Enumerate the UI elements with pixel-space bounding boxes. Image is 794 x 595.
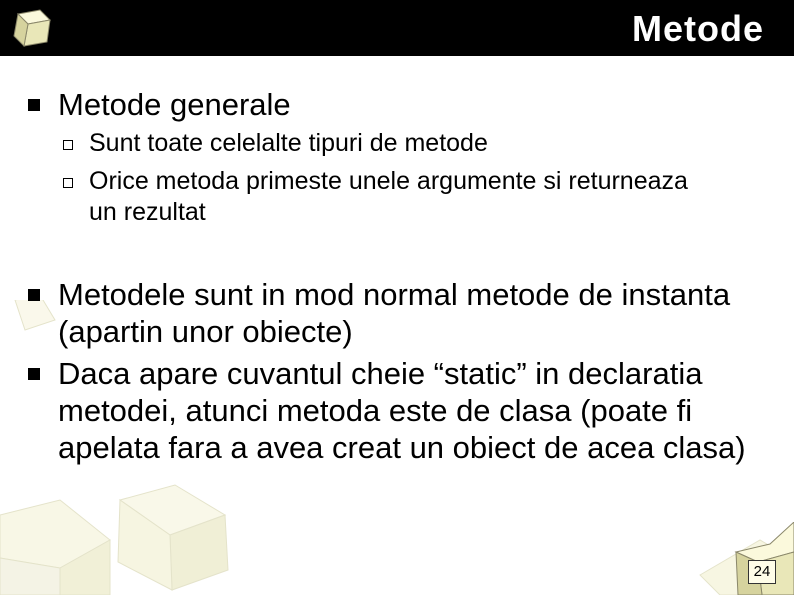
- sub-bullet-text: Orice metoda primeste unele argumente si returneaza un rezultat: [89, 167, 688, 226]
- hollow-square-icon: [63, 140, 73, 150]
- slide-title: Metode: [632, 8, 764, 49]
- cube-page-icon: [728, 522, 794, 595]
- sub-bullet-text: Sunt toate celelalte tipuri de metode: [89, 129, 488, 157]
- filled-square-icon: [28, 368, 40, 380]
- bullet-text: Daca apare cuvantul cheie “static” in declaratia metodei, atunci metoda este de clasa (poate fi apelata fara a avea creat un obiect de acea clasa): [58, 356, 746, 465]
- bullet-text: Metode generale: [58, 87, 291, 122]
- hollow-square-icon: [63, 178, 73, 188]
- filled-square-icon: [28, 289, 40, 301]
- filled-square-icon: [28, 99, 40, 111]
- page-number: 24: [748, 560, 776, 584]
- bullet-text: Metodele sunt in mod normal metode de instanta (apartin unor obiecte): [58, 277, 731, 349]
